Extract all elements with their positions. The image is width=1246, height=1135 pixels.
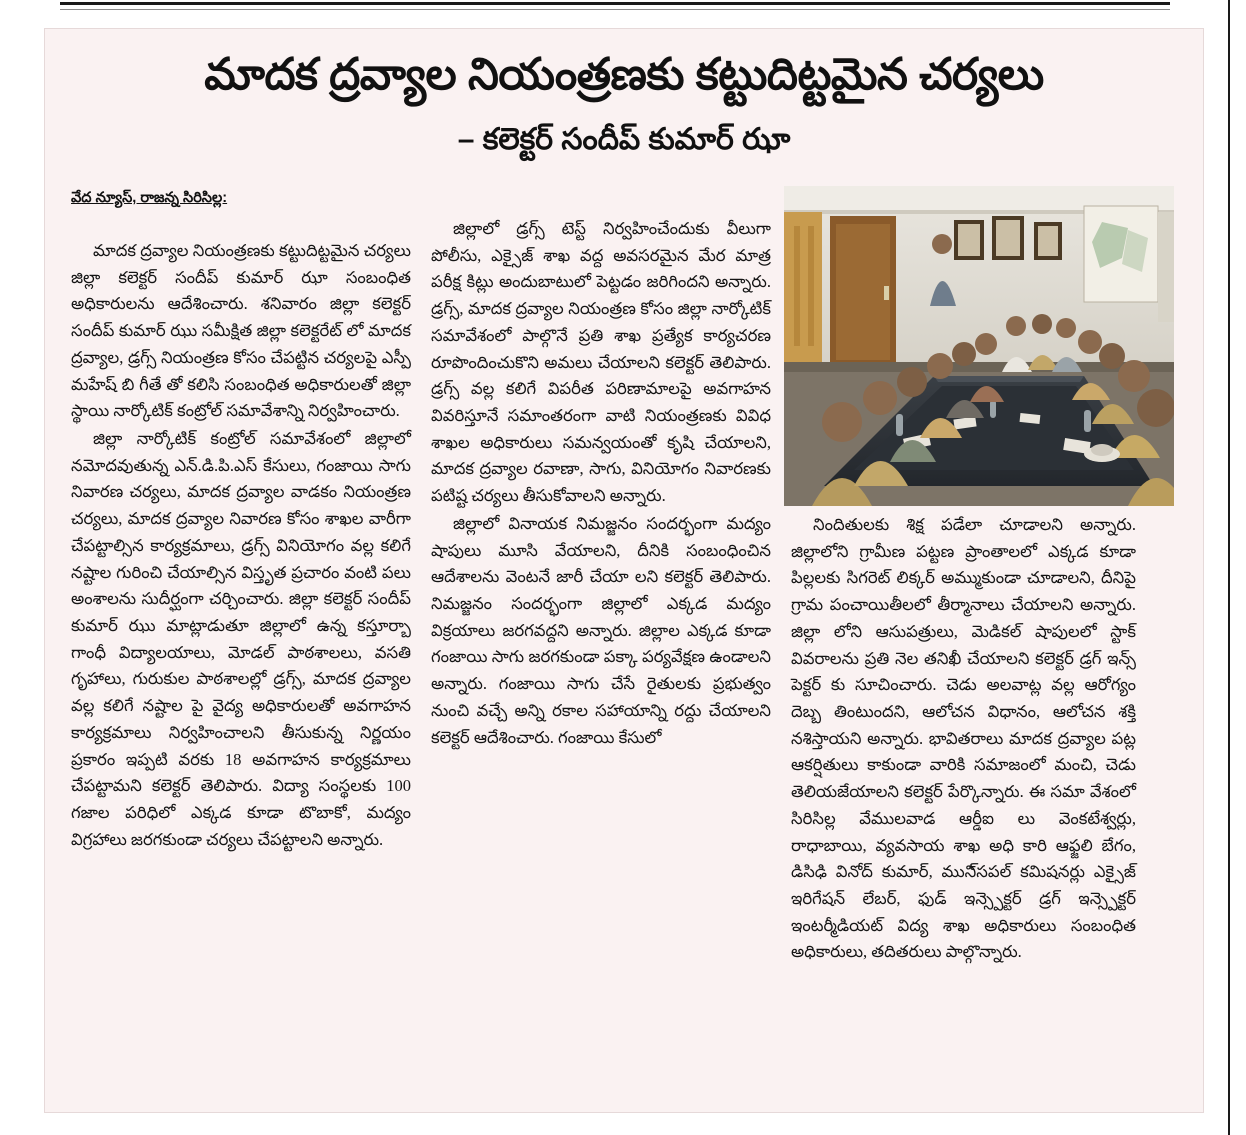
article-column-3 [791, 512, 1136, 966]
paragraph: జిల్లాలో వినాయక నిమజ్జనం సందర్భంగా మద్యం షాపులు మూసి వేయాలని, దీనికి సంబంధించిన ఆదేశాలను వెంటనే జారీ చేయా లని కలెక్టర్ తెలిపారు. నిమజ్జనం సందర్భంగా జిల్లాలో ఎక్కడ మద్యం విక్రయాలు జరగవద్దని అన్నారు. జిల్లాల ఎక్కడ కూడా గంజాయి సాగు జరగకుండా పక్కా పర్యవేక్షణ ఉండాలని అన్నారు. గంజాయి సాగు చేసే రైతులకు ప్రభుత్వం నుంచి వచ్చే అన్ని రకాల సహాయాన్ని రద్దు చేయాలని కలెక్టర్ ఆదేశించారు. గంజాయి కేసులో [431, 513, 771, 747]
page-title: మాదక ద్రవ్యాల నియంత్రణకు కట్టుదిట్టమైన చర్యలు [204, 50, 1044, 99]
right-edge-rule [1228, 0, 1230, 1135]
top-rule-thin [60, 9, 1170, 10]
article-columns [71, 216, 1177, 1096]
top-rule-thick [60, 2, 1170, 5]
byline: వేద న్యూస్, రాజన్న సిరిసిల్ల: [71, 189, 228, 206]
meeting-room-photograph [784, 186, 1174, 506]
article-column-2 [431, 216, 771, 751]
paragraph: జిల్లా నార్కోటిక్ కంట్రోల్ సమావేశంలో జిల్లాలో నమోదవుతున్న ఎన్.డి.పి.ఎస్ కేసులు, గంజాయి సాగు నివారణ చర్యలు, మాదక ద్రవ్యాల వాడకం నియంత్రణ చర్యలు, మాదక ద్రవ్యాల నివారణ కోసం శాఖల వారీగా చేపట్టాల్సిన కార్యక్రమాలు, డ్రగ్స్ వినియోగం వల్ల కలిగే నష్టాల గురించి చేయాల్సిన విస్తృత ప్రచారం వంటి పలు అంశాలను సుదీర్ఘంగా చర్చించారు. జిల్లా కలెక్టర్ సందీప్ కుమార్ ఝు మాట్లాడుతూ జిల్లాలో ఉన్న కస్తూర్బా గాంధీ విద్యాలయాలు, మోడల్ పాఠశాలలు, వసతి గృహాలు, గురుకుల పాఠశాలల్లో డ్రగ్స్, మాదక ద్రవ్యాల వల్ల కలిగే నష్టాల పై వైద్య అధికారులతో అవగాహన కార్యక్రమాలు నిర్వహించాలని తీసుకున్న నిర్ణయం ప్రకారం ఇప్పటి వరకు 18 అవగాహన కార్యక్రమాలు చేపట్టామని కలెక్టర్ తెలిపారు. విద్యా సంస్థలకు 100 గజాల పరిధిలో ఎక్కడ కూడా టొబాకో, మద్యం విగ్రహాలు జరగకుండా చర్యలు చేపట్టాలని అన్నారు. [71, 428, 411, 849]
article-column-1 [71, 238, 411, 854]
article-block [44, 28, 1204, 1113]
paragraph: జిల్లాలో డ్రగ్స్ టెస్ట్ నిర్వహించేందుకు వీలుగా పోలీసు, ఎక్సైజ్ శాఖ వద్ద అవసరమైన మేర మాత్ర పరీక్ష కిట్లు అందుబాటులో పెట్టడం జరిగిందని అన్నారు. డ్రగ్స్, మాదక ద్రవ్యాల నియంత్రణ కోసం జిల్లా నార్కోటిక్ సమావేశంలో పాల్గొనే ప్రతి శాఖ ప్రత్యేక కార్యచరణ రూపొందించుకొని అమలు చేయాలని కలెక్టర్ తెలిపారు. డ్రగ్స్ వల్ల కలిగే విపరీత పరిణామాలపై అవగాహన వివరిస్తూనే సమాంతరంగా వాటి నియంత్రణకు వివిధ శాఖల అధికారులు సమన్వయంతో కృషి చేయాలని, మాదక ద్రవ్యాల రవాణా, సాగు, వినియోగం నివారణకు పటిష్ట చర్యలు తీసుకోవాలని అన్నారు. [431, 218, 771, 506]
paragraph: మాదక ద్రవ్యాల నియంత్రణకు కట్టుదిట్టమైన చర్యలు జిల్లా కలెక్టర్ సందీప్ కుమార్ ఝా సంబంధిత అధికారులను ఆదేశించారు. శనివారం జిల్లా కలెక్టర్ సందీప్ కుమార్ ఝు సమీక్షిత జిల్లా కలెక్టరేట్ లో మాదక ద్రవ్యాల, డ్రగ్స్ నియంత్రణ కోసం చేపట్టిన చర్యలపై ఎస్పీ మహేష్ బి గీతే తో కలిసి సంబంధిత అధికారులతో జిల్లా స్థాయి నార్కోటిక్ కంట్రోల్ సమావేశాన్ని నిర్వహించారు. [71, 240, 411, 421]
paragraph: నిందితులకు శిక్ష పడేలా చూడాలని అన్నారు. జిల్లాలోని గ్రామీణ పట్టణ ప్రాంతాలలో ఎక్కడ కూడా పిల్లలకు సిగరెట్ లిక్కర్ అమ్ముకుండా చూడాలని, దీనిపై గ్రామ పంచాయితీలలో తీర్మానాలు చేయాలని అన్నారు. జిల్లా లోని ఆసుపత్రులు, మెడికల్ షాపులలో స్టాక్ వివరాలను ప్రతి నెల తనిఖీ చేయాలని కలెక్టర్ డ్రగ్ ఇన్స్ పెక్టర్ కు సూచించారు. చెడు అలవాట్ల వల్ల ఆరోగ్యం దెబ్బ తింటుందని, ఆలోచన విధానం, ఆలోచన శక్తి నశిస్తాయని అన్నారు. భావితరాలు మాదక ద్రవ్యాల పట్ల ఆకర్షితులు కాకుండా వారికి సమాజంలో మంచి, చెడు తెలియజేయాలని కలెక్టర్ పేర్కొన్నారు. ఈ సమా వేశంలో సిరిసిల్ల వేములవాడ ఆర్డీఐ లు వెంకటేశ్వర్లు, రాధాబాయి, వ్యవసాయ శాఖ అధి కారి ఆఫ్జలి బేగం, డిసిఢి వినోద్ కుమార్, ముని్సపల్ కమిషనర్లు ఎక్సైజ్ ఇరిగేషన్ లేబర్, ఫుడ్ ఇన్స్పెక్టర్ డ్రగ్ ఇన్స్పెక్టర్ ఇంటర్మీడియట్ విద్య శాఖ అధికారులు సంబంధిత అధికారులు, తదితరులు పాల్గొన్నారు. [791, 514, 1136, 962]
sub-headline: – కలెక్టర్ సందీప్ కుమార్ ఝా [457, 122, 791, 156]
